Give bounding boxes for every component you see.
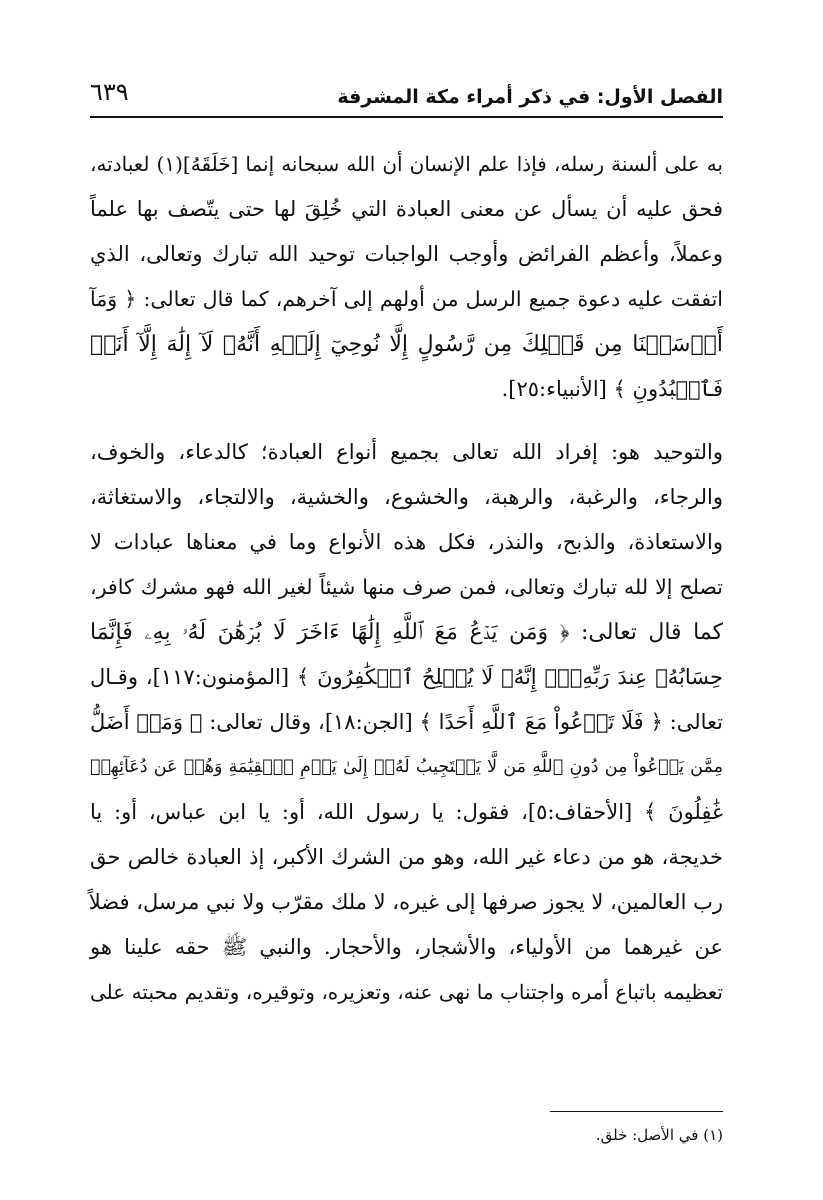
text-line: رب العالمين، لا يجوز صرفها إلى غيره، لا ملك مقرّب ولا نبي مرسل، فضلاً — [88, 890, 723, 914]
quran-verse-line: حِسَابُهُۥ عِندَ رَبِّهِۦٓۚ إِنَّهُۥ لَا يُفۡلِحُ ٱلۡكَٰفِرُونَ ﴾ [المؤمنون:١١٧]، وقـال — [90, 665, 724, 689]
text-line: تصلح إلا لله تبارك وتعالى، فمن صرف منها شيئاً لغير الله فهو مشرك كافر، — [90, 575, 723, 599]
text-line: فحق عليه أن يسأل عن معنى العبادة التي خُلِقَ لها حتى يتّصف بها علماً — [90, 197, 723, 221]
footnote-divider — [550, 1111, 723, 1112]
running-title: الفصل الأول: في ذكر أمراء مكة المشرفة — [337, 86, 723, 108]
paragraph-1 — [90, 142, 723, 412]
text-line: اتفقت عليه دعوة جميع الرسل من أولهم إلى آخرهم، كما قال تعالى: ﴿ وَمَآ — [90, 287, 723, 311]
quran-verse-line: تعالى: ﴿ فَلَا تَدۡعُواْ مَعَ ٱللَّهِ أَحَدًا ﴾ [الجن:١٨]، وقال تعالى: ﴿ وَمَنۡ أَضَلُّ — [90, 710, 723, 734]
page-header — [90, 76, 723, 118]
footnote: (١) في الأصل: خلق. — [595, 1126, 723, 1144]
text-line: والرجاء، والرغبة، والرهبة، والخشوع، والخشية، والالتجاء، والاستغاثة، — [90, 485, 723, 509]
quran-verse-line: أَرۡسَلۡنَا مِن قَبۡلِكَ مِن رَّسُولٍ إِلَّا نُوحِيٓ إِلَيۡهِ أَنَّهُۥ لَآ إِلَٰهَ إِلَّآ أَنَا۠ — [90, 332, 723, 357]
text-line: والاستعاذة، والذبح، والنذر، فكل هذه الأنواع وما في معناها عبادات لا — [90, 530, 723, 554]
text-line: به على ألسنة رسله، فإذا علم الإنسان أن الله سبحانه إنما [خَلَقَهُ](١) لعبادته، — [90, 152, 723, 176]
text-line: تعظيمه باتباع أمره واجتناب ما نهى عنه، وتعزيره، وتوقيره، وتقديم محبته على — [90, 980, 723, 1004]
paragraph-2 — [90, 430, 723, 1015]
quran-verse-line: كما قال تعالى: ﴿ وَمَن يَدۡعُ مَعَ ٱللَّهِ إِلَٰهًا ءَاخَرَ لَا بُرۡهَٰنَ لَهُۥ بِهِۦ فَإِنَّمَا — [90, 620, 723, 645]
text-line: عن غيرهما من الأولياء، والأشجار، والأحجار. والنبي ﷺ حقه علينا هو — [90, 935, 723, 959]
text-line: غَٰفِلُونَ ﴾ [الأحقاف:٥]، فقول: يا رسول الله، أو: يا ابن عباس، أو: يا — [90, 800, 723, 824]
page-number: ٦٣٩ — [90, 78, 129, 106]
text-line: وعملاً، وأعظم الفرائض وأوجب الواجبات توحيد الله تبارك وتعالى، الذي — [90, 242, 723, 266]
text-line: فَٱعۡبُدُونِ ﴾ [الأنبياء:٢٥]. — [501, 377, 723, 401]
text-line: والتوحيد هو: إفراد الله تعالى بجميع أنواع العبادة؛ كالدعاء، والخوف، — [90, 440, 723, 464]
page-body — [90, 142, 723, 1015]
text-line: خديجة، هو من دعاء غير الله، وهو من الشرك الأكبر، إذ العبادة خالص حق — [90, 845, 723, 869]
quran-verse-line: مِمَّن يَدۡعُواْ مِن دُونِ ٱللَّهِ مَن لَّا يَسۡتَجِيبُ لَهُۥٓ إِلَىٰ يَوۡمِ ٱلۡقِيَٰمَةِ وَهُمۡ عَن دُعَآئِهِمۡ — [90, 757, 723, 777]
